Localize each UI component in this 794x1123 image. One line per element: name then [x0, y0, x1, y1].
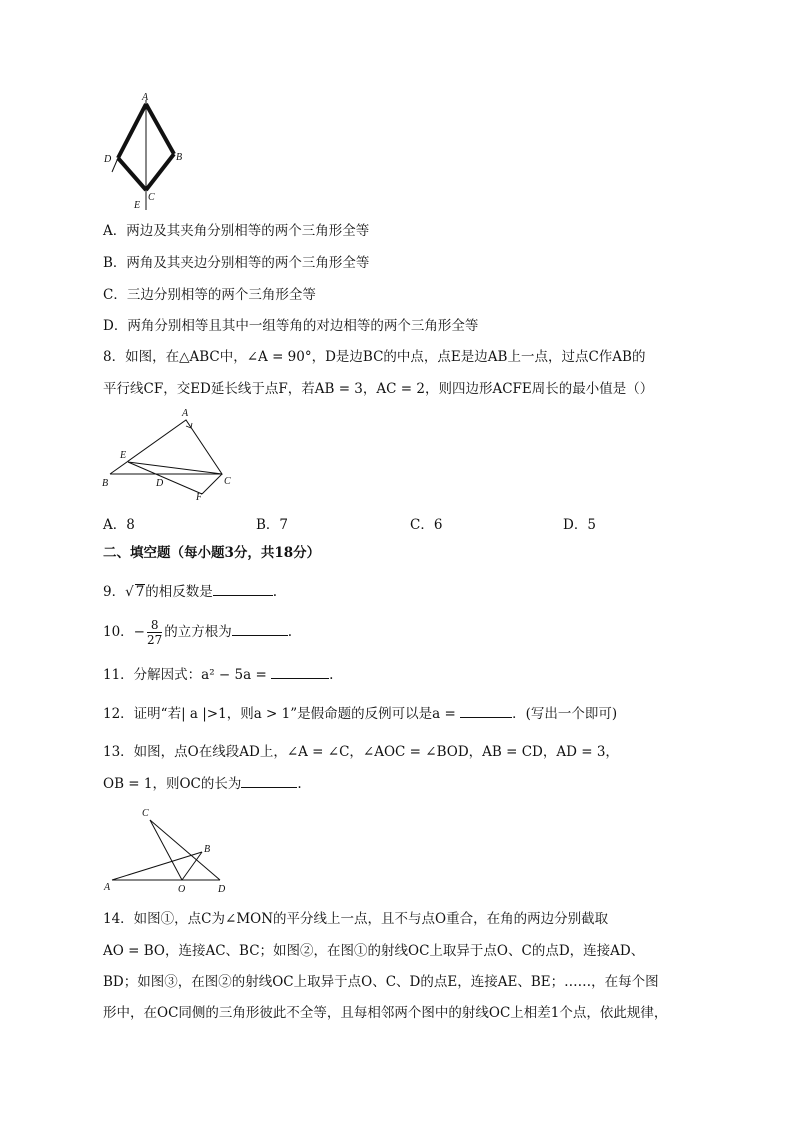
q12-answer-blank[interactable] [460, 705, 512, 718]
q14-line4: 形中，在OC同侧的三角形彼此不全等，且每相邻两个图中的射线OC上相差1个点，依此规律， [103, 1005, 668, 1021]
q11-answer-blank[interactable] [271, 666, 329, 679]
q10-end: . [287, 624, 293, 640]
label-d: D [218, 884, 226, 895]
q10-fraction [147, 618, 162, 647]
q10-prefix: 10．− [103, 624, 145, 640]
label-e: E [134, 200, 141, 211]
q13-line2-text: OB = 1，则OC的长为 [103, 776, 242, 792]
q13-line2 [103, 775, 302, 793]
q10-text: 的立方根为 [164, 624, 232, 640]
label-b: B [176, 152, 183, 163]
q7-option-d: D．两角分别相等且其中一组等角的对边相等的两个三角形全等 [103, 318, 479, 334]
q7-option-c: C．三边分别相等的两个三角形全等 [103, 287, 316, 303]
section-fill-in-title: 二、填空题（每小题3分，共18分） [103, 545, 321, 561]
q11-end: . [329, 667, 334, 683]
label-d: D [104, 154, 112, 165]
q9-text: 的相反数是 [145, 584, 213, 600]
label-b: B [102, 478, 109, 489]
figure-q13 [100, 800, 240, 895]
q9-end: . [272, 584, 278, 600]
q14-line1: 14．如图①，点C为∠MON的平分线上一点，且不与点O重合，在角的两边分别截取 [103, 911, 609, 927]
label-a: A [142, 92, 149, 103]
q7-option-a: A．两边及其夹角分别相等的两个三角形全等 [103, 223, 370, 239]
q7-option-b: B．两角及其夹边分别相等的两个三角形全等 [103, 255, 370, 271]
q13-line1: 13．如图，点O在线段AD上，∠A = ∠C，∠AOC = ∠BOD，AB = CD，AD = 3， [103, 744, 619, 760]
label-a: A [182, 408, 189, 419]
label-o: O [178, 884, 186, 895]
label-c: C [148, 192, 155, 203]
q11 [103, 666, 333, 684]
label-e: E [120, 450, 127, 461]
q13-answer-blank[interactable] [241, 775, 297, 788]
q9-answer-blank[interactable] [213, 583, 273, 596]
q8-line2: 平行线CF，交ED延长线于点F，若AB = 3，AC = 2，则四边形ACFE周长的最小值是（） [103, 381, 654, 397]
q10-denominator: 27 [147, 633, 163, 647]
label-f: F [196, 492, 203, 503]
q10 [103, 614, 292, 650]
q8-line1: 8．如图，在△ABC中，∠A = 90°，D是边BC的中点，点E是边AB上一点，过点C作AB的 [103, 349, 646, 365]
q11-text: 11．分解因式：a² − 5a = [103, 667, 267, 683]
q14-line3: BD；如图③，在图②的射线OC上取异于点O、C、D的点E，连接AE、BE；……，在每个图 [103, 974, 659, 990]
q10-numerator: 8 [147, 618, 162, 633]
figure-q8 [100, 402, 240, 507]
q12 [103, 705, 617, 723]
q14-line2: AO = BO，连接AC、BC；如图②，在图①的射线OC上取异于点O、C的点D，连接AD、 [103, 943, 645, 959]
label-a: A [104, 882, 111, 893]
label-c: C [224, 476, 231, 487]
label-b: B [204, 844, 211, 855]
label-c: C [142, 808, 149, 819]
q8-option-d: D．5 [563, 517, 596, 533]
label-d: D [156, 478, 164, 489]
q10-answer-blank[interactable] [232, 623, 288, 636]
q8-option-b: B．7 [256, 517, 289, 533]
q9-prefix: 9． [103, 584, 126, 600]
q8-option-a: A．8 [103, 517, 135, 533]
q12-end: ．(写出一个即可) [512, 706, 618, 722]
q9: 9．√ 7的相反数是 . [103, 584, 278, 600]
q8-option-c: C．6 [410, 517, 443, 533]
figure-q7-kite [100, 90, 200, 215]
q13-end: . [297, 776, 302, 792]
q12-text: 12．证明“若| a |>1，则a > 1”是假命题的反例可以是a = [103, 706, 456, 722]
q9-radicand: 7 [135, 584, 145, 600]
